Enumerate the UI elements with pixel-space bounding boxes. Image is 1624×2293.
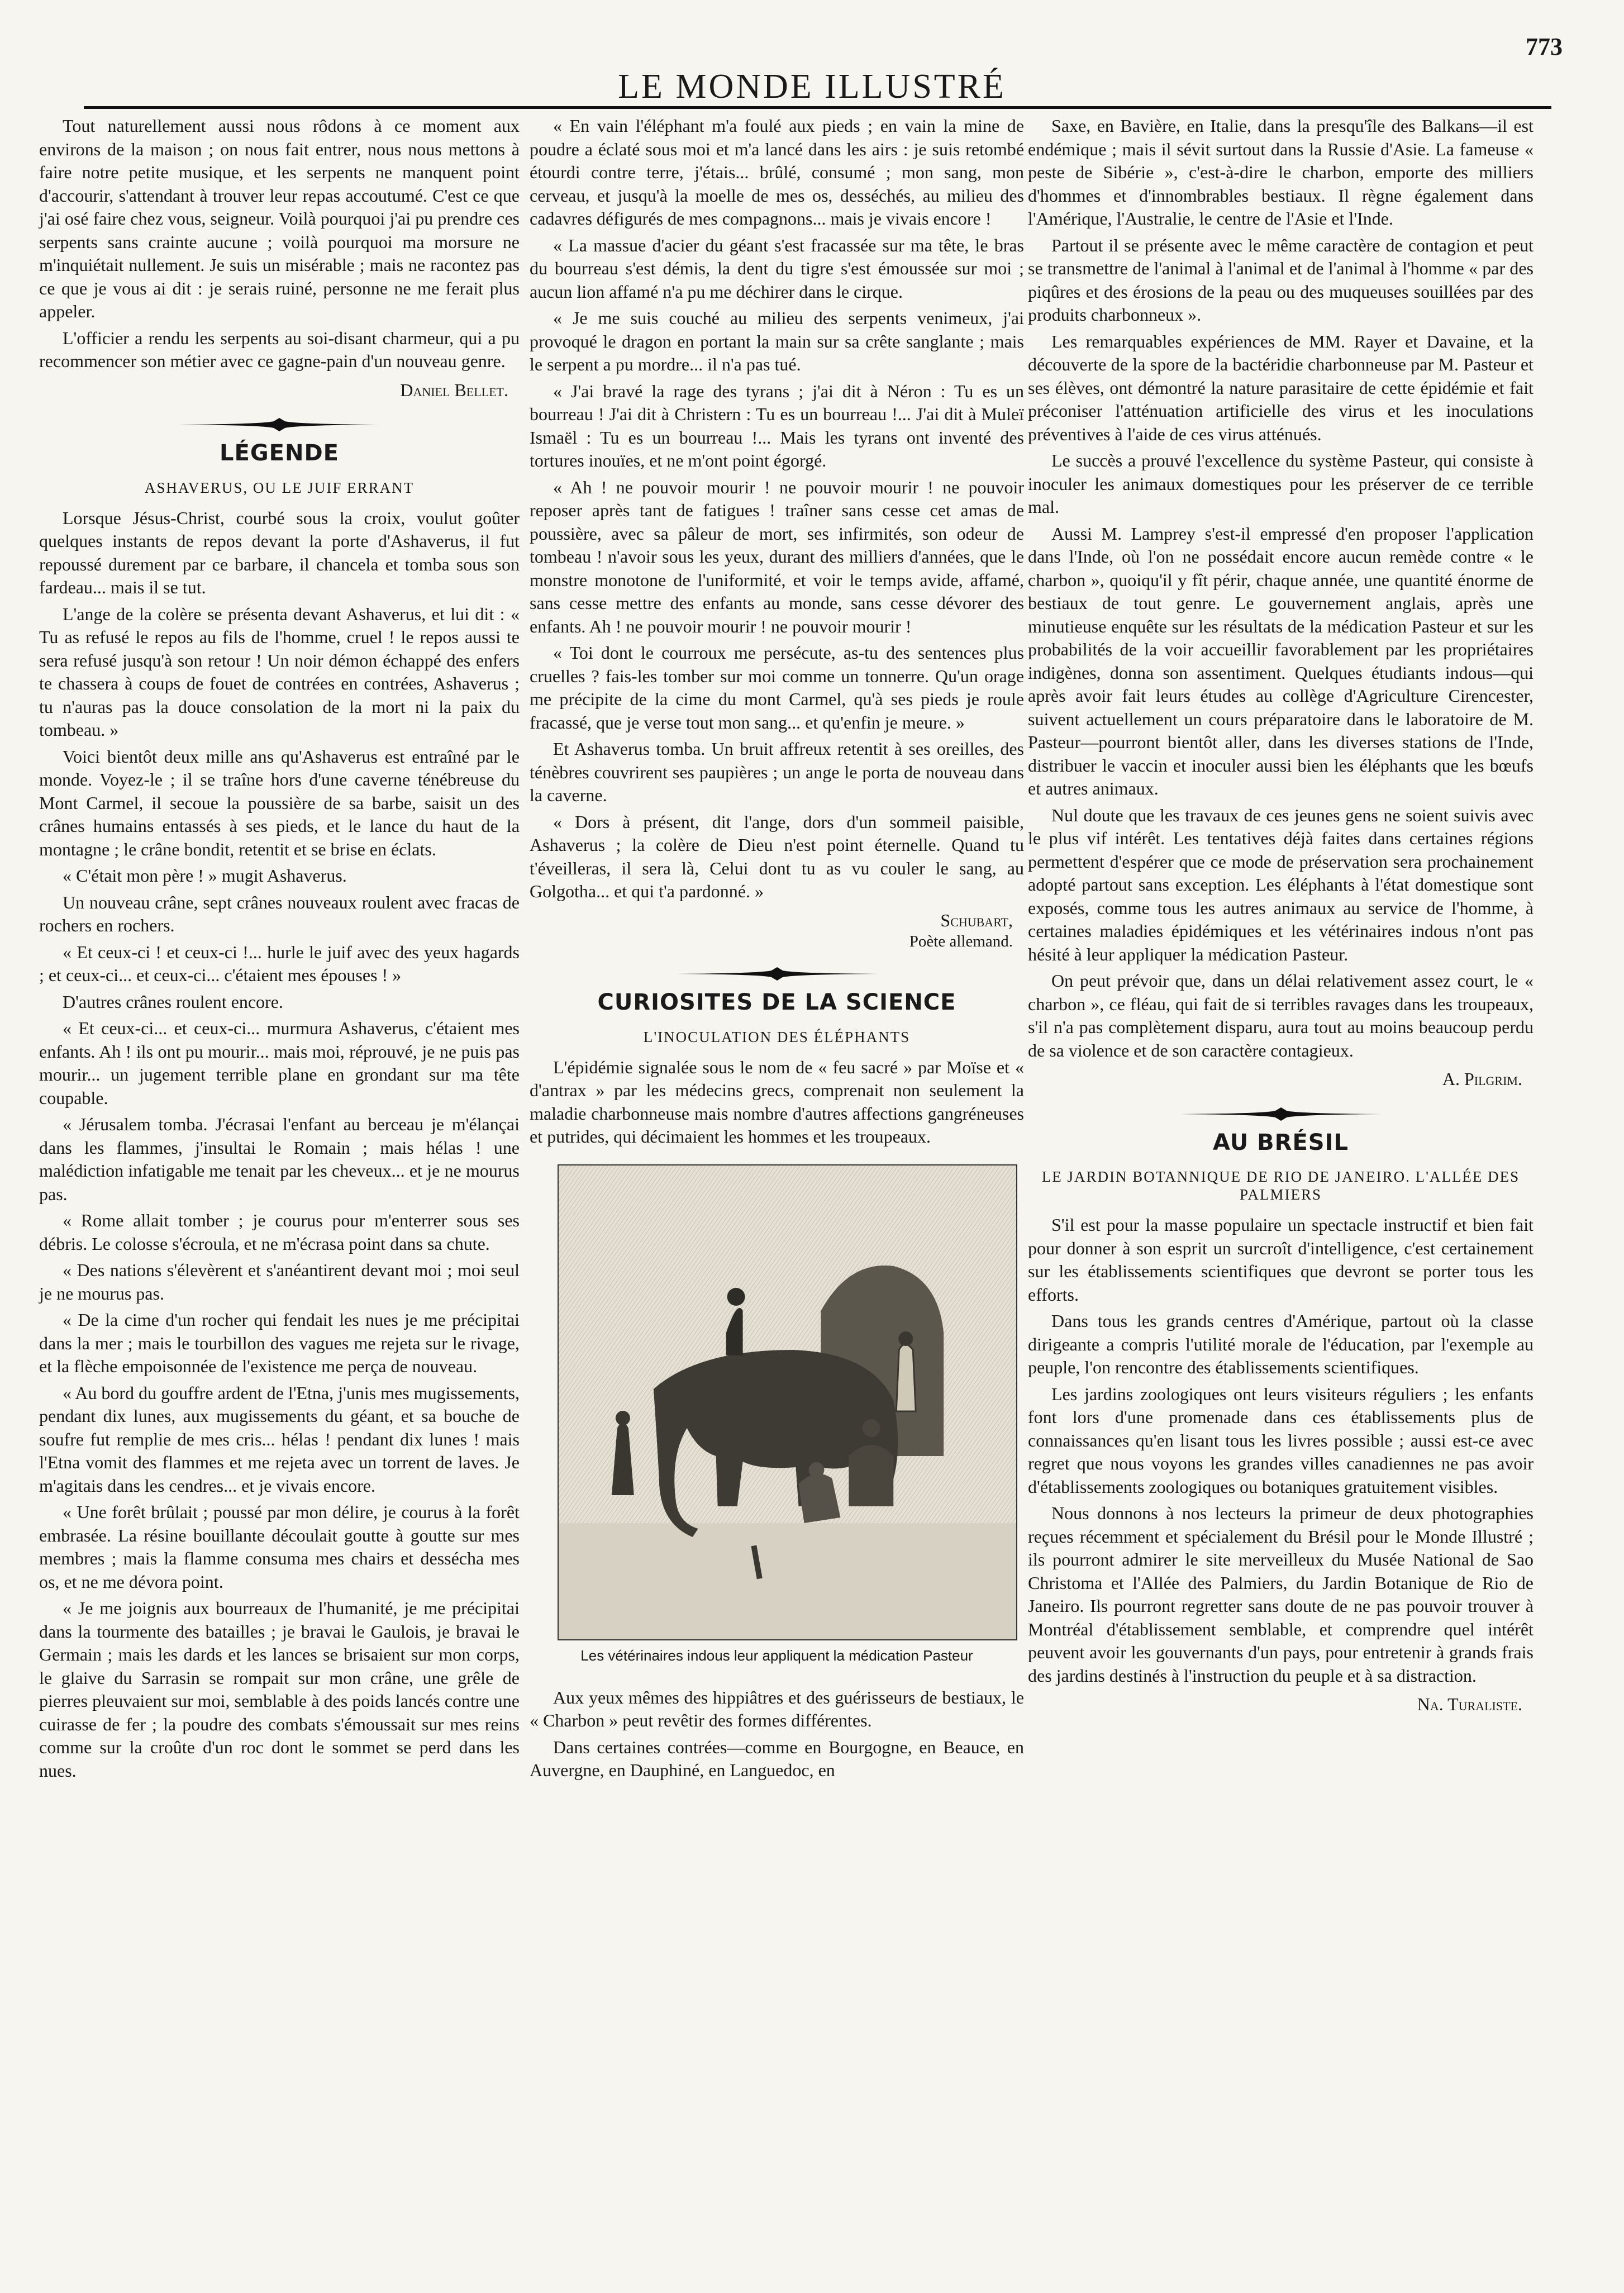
section-title-bresil: AU BRÉSIL <box>1213 1129 1349 1155</box>
science-continued-paragraphs <box>1028 115 1533 1062</box>
ornament-divider <box>39 414 520 427</box>
paragraph: « Je me joignis aux bourreaux de l'humanité, je me précipitai dans la tourmente des batailles ; je bravai le Gaulois, je bravai le Germain ; mais les dards et les lances se brisaient sur mon corps, le glaive du Sarrasin se rompait sur mon crâne, une grêle de pierres pleuvaient sur moi, semblable à des poids lancés contre une cuirasse de fer ; la poudre des combats s'émoussait sur mes reins comme sur la croûte d'un roc dont le sommet se perd dans les nues. <box>39 1598 520 1781</box>
paragraph: « Rome allait tomber ; je courus pour m'enterrer sous ses débris. Le colosse s'écroula, et ne m'écrasa point dans sa chute. <box>39 1210 520 1254</box>
legend-paragraphs <box>39 507 520 1783</box>
paragraph: « J'ai bravé la rage des tyrans ; j'ai dit à Néron : Tu es un bourreau ! J'ai dit à Christern : Tu es un bourreau !... J'ai dit à Muleï Ismaël : Tu es un bourreau !... Mais les tyrans ont inventé des tortures inouïes, et ne m'ont point égorgé. <box>530 380 1024 470</box>
paragraph: « Dors à présent, dit l'ange, dors d'un sommeil paisible, Ashaverus ; la colère de Dieu n'est point éternelle. Quand tu t'éveilleras, il sera là, Celui dont tu as vu couler le sang, au Golgotha... et qui t'a pardonné. » <box>530 811 1024 901</box>
paragraph: Un nouveau crâne, sept crânes nouveaux roulent avec fracas de rochers en rochers. <box>39 892 520 935</box>
header-rule <box>84 106 1551 109</box>
paragraph: L'ange de la colère se présenta devant Ashaverus, et lui dit : « Tu as refusé le repos au fils de l'homme, cruel ! le repos aussi te sera refusé jusqu'à son retour ! Un noir démon échappé des enfers te chassera à coups de fouet de contrées en contrées, Ashaverus ; tu n'auras pas la douce consolation de la mort ni la paix du tombeau. » <box>39 603 520 740</box>
author-signature: Na. Turaliste. <box>1417 1694 1522 1714</box>
paragraph: Tout naturellement aussi nous rôdons à ce moment aux environs de la maison ; on nous fait entrer, nous nous mettons à faire notre petite musique, et les serpents ne manquent point d'accourir, s'attendant à trouver leur repas accoutumé. C'est ce que j'ai osé faire chez vous, seigneur. Voilà pourquoi j'ai pu prendre ces serpents sans crainte aucune ; voilà pourquoi ma morsure ne m'inquiétait nullement. Je suis un misérable ; mais ne racontez pas ce que je vous ai dit : je serais ruiné, personne ne me ferait plus appeler. <box>39 116 520 321</box>
elephant-engraving-image <box>558 1164 1017 1640</box>
paragraph: Et Ashaverus tomba. Un bruit affreux retentit à ses oreilles, des ténèbres couvrirent ses paupières ; un ange le porta de nouveau dans la caverne. <box>530 739 1024 805</box>
paragraph: L'épidémie signalée sous le nom de « feu sacré » par Moïse et « d'antrax » par les médecins grecs, comprenait non seulement la maladie charbonneuse mais nombre d'autres affections gangréneuses et putrides, qui décimaient les hommes et les troupeaux. <box>530 1057 1024 1146</box>
paragraph: Voici bientôt deux mille ans qu'Ashaverus est entraîné par le monde. Voyez-le ; il se traîne hors d'une caverne ténébreuse du Mont Carmel, il secoue la poussière de sa barbe, saisit un des crânes humains entassés à ses pieds, et le lance du haut de la montagne ; le crâne bondit, retentit et se brise en éclats. <box>39 746 520 859</box>
ornament-divider <box>530 963 1024 977</box>
section-title-legende: LÉGENDE <box>220 440 339 466</box>
column-3 <box>1028 115 1533 1722</box>
paragraph: « Toi dont le courroux me persécute, as-tu des sentences plus cruelles ? fais-les tomber sur moi comme un tonnerre. Qu'un orage me précipite de la cime du mont Carmel, qu'à ses pieds je roule fracassé, que je verse tout mon sang... et qu'enfin je meure. » <box>530 643 1024 732</box>
paragraph: « Et ceux-ci ! et ceux-ci !... hurle le juif avec des yeux hagards ; et ceux-ci... et ceux-ci... c'étaient mes épouses ! » <box>39 941 520 985</box>
page-number: 773 <box>1526 33 1563 60</box>
paragraph: Saxe, en Bavière, en Italie, dans la presqu'île des Balkans—il est endémique ; mais il sévit surtout dans la Russie d'Asie. La fameuse « peste de Sibérie », c'est-à-dire le charbon, emporte des milliers d'hommes et d'innombrables bestiaux. Il règne également dans l'Amérique, l'Australie, le centre de l'Asie et l'Inde. <box>1028 116 1533 229</box>
paragraph: S'il est pour la masse populaire un spectacle instructif et bien fait pour donner à son esprit un surcroît d'intelligence, c'est certainement sur les établissements scientifiques que devront se porter tous les efforts. <box>1028 1215 1533 1305</box>
paragraph: Lorsque Jésus-Christ, courbé sous la croix, voulut goûter quelques instants de repos devant la porte d'Ashaverus, il fut repoussé durement par ce barbare, il chancela et tomba sous son fardeau... mais il se tut. <box>39 507 520 597</box>
column-1 <box>39 115 520 1786</box>
science-paragraphs <box>530 1056 1024 1149</box>
paragraph: « La massue d'acier du géant s'est fracassée sur ma tête, le bras du bourreau s'est démis, la dent du tigre s'est émoussée sur moi ; aucun lion affamé n'a pu me déchirer dans le cirque. <box>530 235 1024 302</box>
paragraph: « C'était mon père ! » mugit Ashaverus. <box>63 865 347 886</box>
paragraph: « Des nations s'élevèrent et s'anéantirent devant moi ; moi seul je ne mourus pas. <box>39 1260 520 1304</box>
paragraph: Les remarquables expériences de MM. Rayer et Davaine, et la découverte de la spore de la bactéridie charbonneuse par M. Pasteur et ses élèves, ont démontré la nature parasitaire de cette épidémie et fait préconiser l'atténuation artificielle des virus et les inoculations préventives à l'aide de ces virus atténués. <box>1028 331 1533 444</box>
author-role: Poète allemand. <box>909 933 1013 950</box>
legend-continued-paragraphs <box>530 115 1024 903</box>
ornament-divider <box>1028 1103 1533 1117</box>
author-signature: A. Pilgrim. <box>1442 1069 1522 1089</box>
paragraph: Aux yeux mêmes des hippiâtres et des guérisseurs de bestiaux, le « Charbon » peut revêtir des formes différentes. <box>530 1687 1024 1730</box>
paragraph: Partout il se présente avec le même caractère de contagion et peut se transmettre de l'animal à l'animal et de l'animal à l'homme « par des piqûres et des érosions de la peau ou des muqueuses souillées par des produits charbonneux ». <box>1028 235 1533 325</box>
paragraph: « Jérusalem tomba. J'écrasai l'enfant au berceau je m'élançai dans les flammes, j'insultai le Romain ; mais hélas ! une malédiction infatigable me tenait par les cheveux... et je ne mourus pas. <box>39 1114 520 1204</box>
section-subtitle: ASHAVERUS, OU LE JUIF ERRANT <box>144 479 415 496</box>
bresil-paragraphs <box>1028 1214 1533 1687</box>
paragraph: Nous donnons à nos lecteurs la primeur de deux photographies reçues récemment et spécialement du Brésil pour le Monde Illustré ; ils pourront admirer le site merveilleux du Musée National de Sao Christoma et l'Allée des Palmiers, du Jardin Botanique de Rio de Janeiro. Ils pourront regretter sans doute de ne pas pouvoir trouver à Montréal d'établissement semblable, et comprendre quel intérêt peuvent avoir les gouvernants d'un pays, pour entretenir à grands frais des jardins destinés à l'instruction du peuple et à sa distraction. <box>1028 1503 1533 1686</box>
paragraph: Les jardins zoologiques ont leurs visiteurs réguliers ; les enfants font lors d'une promenade dans ces établissements plus de connaissances qu'en lisant tous les livres possible ; aussi est-ce avec regret que nous voyons les grandes villes canadiennes ne pas avoir d'établissements zoologiques ou botaniques gratuitement visibles. <box>1028 1383 1533 1497</box>
paragraph: D'autres crânes roulent encore. <box>63 991 283 1012</box>
column-2 <box>530 115 1024 1786</box>
paragraph: On peut prévoir que, dans un délai relativement assez court, le « charbon », ce fléau, qui fait de si terribles ravages dans les troupeaux, s'il n'a pas complètement disparu, aura tout au moins beaucoup perdu de sa violence et de son caractère contagieux. <box>1028 971 1533 1060</box>
paragraph: Dans certaines contrées—comme en Bourgogne, en Beauce, en Auvergne, en Dauphiné, en Languedoc, en <box>530 1737 1024 1780</box>
paragraph: « Au bord du gouffre ardent de l'Etna, j'unis mes mugissements, pendant dix lunes, aux mugissements du géant, et sa bouche de soufre fut remplie de mes cris... hélas ! pendant dix lunes ! mais l'Etna vomit des flammes et me rejeta avec un torrent de laves. Je m'agitais dans les cendres... et je vivais encore. <box>39 1382 520 1496</box>
paragraph: Nul doute que les travaux de ces jeunes gens ne soient suivis avec le plus vif intérêt. Les tentatives déjà faites dans certaines régions permettent d'espérer que ce mode de préservation sera prochainement adopté partout sans exception. Les éléphants à l'état domestique sont exposés, comme tous les autres animaux au service de l'homme, à certaines maladies épidémiques et les vétérinaires indous n'ont pas hésité à leur appliquer la médication Pasteur. <box>1028 805 1533 964</box>
section-title-science: CURIOSITES DE LA SCIENCE <box>597 989 956 1015</box>
author-signature: Daniel Bellet. <box>400 379 508 400</box>
paragraph: « Ah ! ne pouvoir mourir ! ne pouvoir mourir ! ne pouvoir reposer après tant de fatigues ! traîner sans cesse cet amas de poussière, avec sa pâleur de mort, ses infirmités, son odeur de tombeau ! n'avoir sous les yeux, durant des milliers d'années, que le monstre monotone de l'uniformité, et voir le temps avide, affamé, sans cesse mettre des enfants au monde, sans cesse dévorer des enfants. Ah ! ne pouvoir mourir ! ne pouvoir mourir ! <box>530 477 1024 636</box>
paragraph: Dans tous les grands centres d'Amérique, partout où la classe dirigeante a compris l'utilité morale de l'éducation, par l'exemple au peuple, l'on rencontre des établissements scientifiques. <box>1028 1311 1533 1377</box>
author-signature: Schubart, <box>940 910 1013 930</box>
intro-paragraphs <box>39 115 520 373</box>
paragraph: Aussi M. Lamprey s'est-il empressé d'en proposer l'application dans l'Inde, où l'on ne possédait encore aucun remède contre « le charbon », quoiqu'il y fît périr, chaque année, une quantité énorme de bestiaux de tout genre. Le gouvernement anglais, après une minutieuse enquête sur les résultats de la médication Pasteur et sur les probabilités de la voir accueillir favorablement par les propriétaires indigènes, donna son assentiment. Quelques étudiants indous—qui après avoir fait leurs études au collège d'Agriculture Cirencester, suivent actuellement un cours préparatoire dans le laboratoire de M. Pasteur—pourront bientôt aller, dans les diverses stations de l'Inde, distribuer le vaccin et inoculer aussi bien les éléphants que les bœufs et autres animaux. <box>1028 523 1533 798</box>
paragraph: « En vain l'éléphant m'a foulé aux pieds ; en vain la mine de poudre a éclaté sous moi et m'a lancé dans les airs : je suis retombé étourdi contre terre, j'étais... brûlé, consumé ; mon sang, mon cerveau, et jusqu'à la moelle de mes os, desséchés, au milieu des cadavres défigurés de mes compagnons... mais je vivais encore ! <box>530 116 1024 229</box>
paragraph: « De la cime d'un rocher qui fendait les nues je me précipitai dans la mer ; mais le tourbillon des vagues me rejeta sur le rivage, et la flèche empoisonnée de l'existence me perça de nouveau. <box>39 1310 520 1376</box>
section-subtitle: LE JARDIN BOTANNIQUE DE RIO DE JANEIRO. L'ALLÉE DES PALMIERS <box>1041 1168 1520 1203</box>
science-paragraphs-after <box>530 1686 1024 1782</box>
figure-caption: Les vétérinaires indous leur appliquent la médication Pasteur <box>580 1647 973 1664</box>
paragraph: L'officier a rendu les serpents au soi-disant charmeur, qui a pu recommencer son métier avec ce gagne-pain d'un nouveau genre. <box>39 327 520 371</box>
paragraph: « Et ceux-ci... et ceux-ci... murmura Ashaverus, c'étaient mes enfants. Ah ! ils ont pu mourir... mais moi, réprouvé, je ne puis pas mourir... un jugement terrible plane en grondant sur ma tête coupable. <box>39 1018 520 1108</box>
paragraph: « Une forêt brûlait ; poussé par mon délire, je courus à la forêt embrasée. La résine bouillante découlait goutte à goutte sur mes membres ; mais la flamme consuma mes chairs et dessécha mes os, et ne me dévora point. <box>39 1502 520 1592</box>
paragraph: « Je me suis couché au milieu des serpents venimeux, j'ai provoqué le dragon en portant la main sur sa crête sanglante ; mais le serpent a pu mordre... il n'a pas tué. <box>530 308 1024 374</box>
section-subtitle: L'INOCULATION DES ÉLÉPHANTS <box>643 1028 911 1045</box>
paragraph: Le succès a prouvé l'excellence du système Pasteur, qui consiste à inoculer les animaux domestiques pour les préserver de ce terrible mal. <box>1028 450 1533 517</box>
masthead: LE MONDE ILLUSTRÉ <box>618 68 1006 106</box>
